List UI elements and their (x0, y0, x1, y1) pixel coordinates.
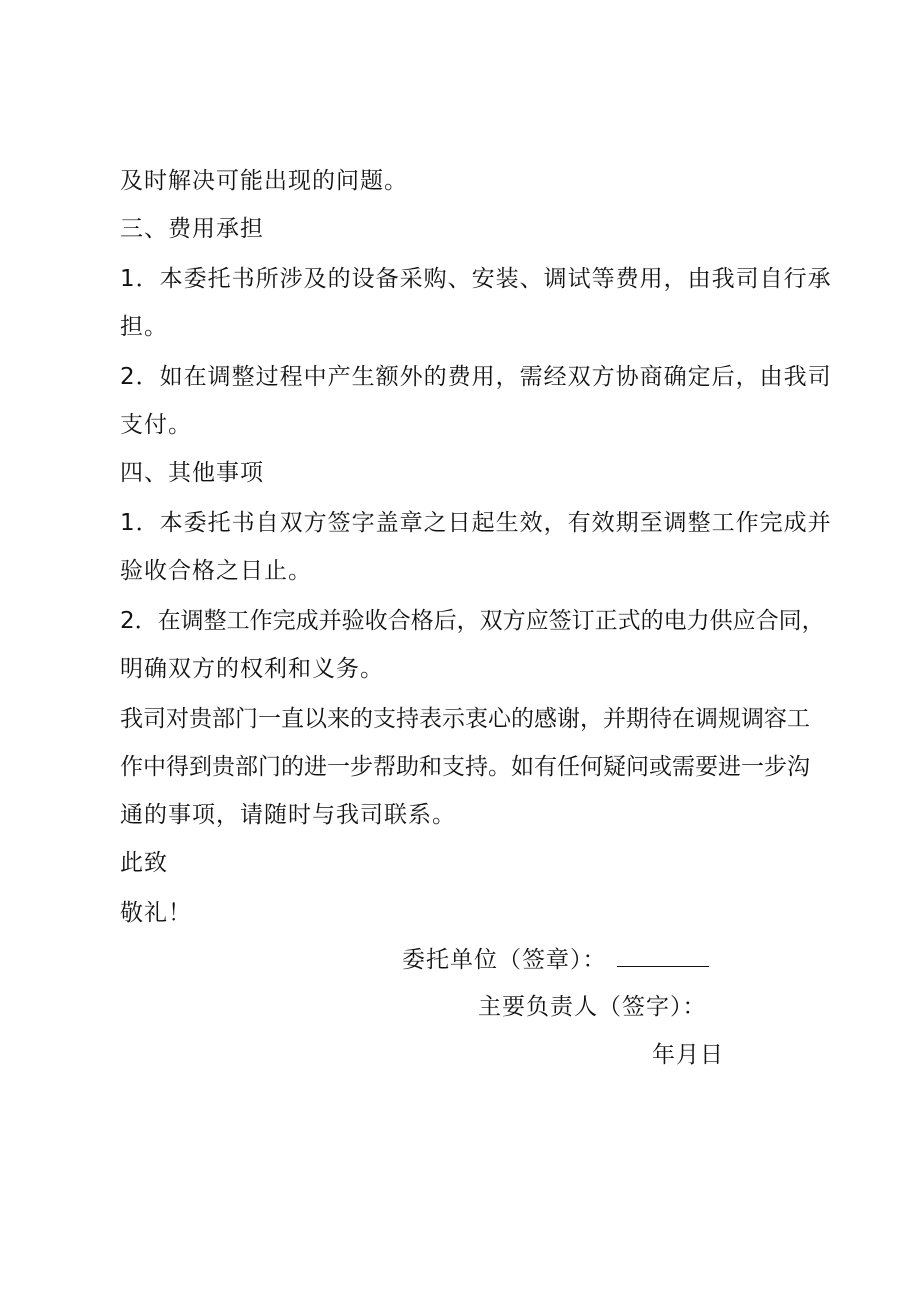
body-line: 明确双方的权利和义务。 (120, 656, 384, 682)
closing-regards: 敬礼！ (120, 900, 192, 926)
body-line: 我司对贵部门一直以来的支持表示衷心的感谢，并期待在调规调容工 (120, 706, 810, 732)
body-line: 担。 (120, 314, 168, 340)
body-line: 2．如在调整过程中产生额外的费用，需经双方协商确定后，由我司 (120, 364, 832, 390)
closing-salutation: 此致 (120, 850, 168, 876)
date-label: 年月日 (652, 1042, 724, 1068)
section-heading-other: 四、其他事项 (120, 460, 264, 486)
principal-signature (478, 992, 707, 1022)
entrusting-unit-label: 委托单位（签章）： (402, 947, 607, 973)
body-line: 1．本委托书自双方签字盖章之日起生效，有效期至调整工作完成并 (120, 510, 832, 536)
body-line: 作中得到贵部门的进一步帮助和支持。如有任何疑问或需要进一步沟 (120, 754, 810, 780)
entrusting-unit-signature (402, 944, 709, 975)
body-line: 验收合格之日止。 (120, 558, 312, 584)
signature-blank-line (617, 944, 709, 967)
body-line: 2．在调整工作完成并验收合格后，双方应签订正式的电力供应合同， (120, 608, 825, 634)
body-line: 支付。 (120, 412, 192, 438)
body-line: 通的事项，请随时与我司联系。 (120, 802, 456, 828)
section-heading-cost: 三、费用承担 (120, 216, 264, 242)
signature-date (652, 1040, 724, 1070)
body-line: 1．本委托书所涉及的设备采购、安装、调试等费用，由我司自行承 (120, 266, 832, 292)
principal-label: 主要负责人（签字）： (478, 994, 707, 1020)
body-line: 及时解决可能出现的问题。 (120, 168, 408, 194)
